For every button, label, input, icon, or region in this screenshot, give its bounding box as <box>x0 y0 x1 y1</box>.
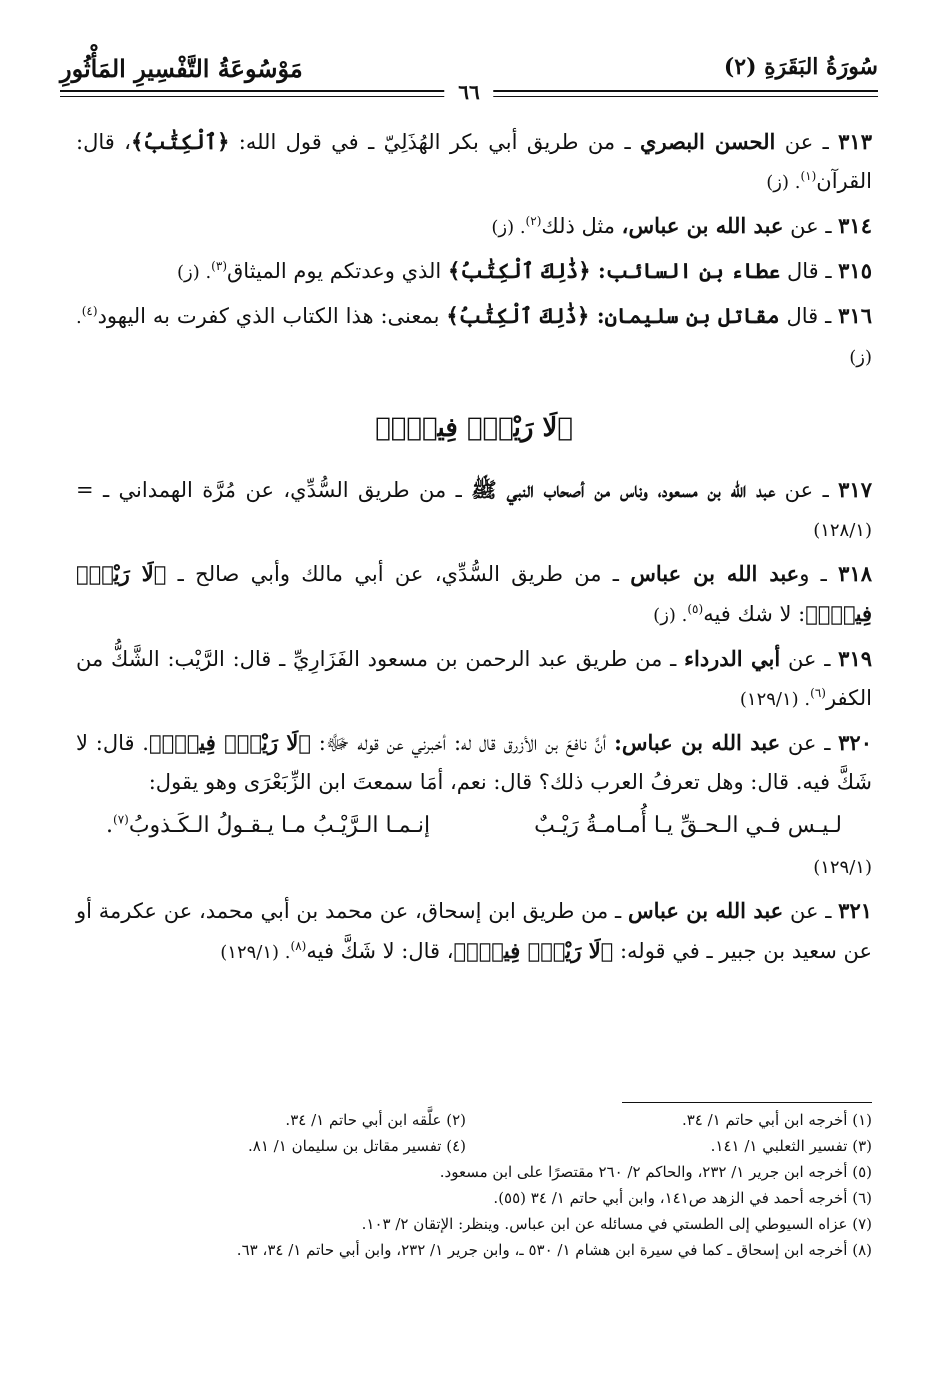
entry-text: ـ من طريق عبد الرحمن بن مسعود الفَزَارِيِّ ـ قال: الرَّيْب: الشَّكُّ من الكفر <box>76 647 872 710</box>
entry-319 <box>76 639 872 719</box>
entry-reference: . (ز) <box>176 262 212 283</box>
entry-text: الذي وعدتكم يوم الميثاق <box>227 259 448 283</box>
footnote-2: (٢) علَّقه ابن أبي حاتم ١/ ٣٤. <box>285 1111 466 1129</box>
footnote-row <box>60 1107 872 1133</box>
narrator-name: عبد الله بن عباس <box>630 561 800 586</box>
entry-text: ـ من طريق ابن إسحاق، عن محمد بن أبي محمد، عن عكرمة أو عن سعيد بن جبير ـ في قوله: <box>76 899 872 963</box>
footnote-5: (٥) أخرجه ابن جرير ١/ ٢٣٢، والحاكم ٢/ ٢٦٠ مقتصرًا على ابن مسعود. <box>439 1163 872 1181</box>
footnote-row <box>60 1133 872 1159</box>
entry-320 <box>76 723 872 802</box>
footnote-marker[interactable]: (٤) <box>81 304 98 318</box>
quran-quote: ﴿لَا رَيْبَۛ فِيهِۛ﴾ <box>76 561 872 626</box>
main-text <box>76 122 872 976</box>
book-title: مَوْسُوعَةُ التَّفْسِيرِ المَأْثُورِ <box>60 54 303 83</box>
entry-text: ـ من طريق السُّدِّي، عن مُرَّة الهمداني ـ = <box>76 478 472 502</box>
surah-title: سُورَةُ البَقَرَةِ (٢) <box>723 54 878 80</box>
entry-number: ٣١٩ <box>838 646 873 671</box>
entry-reference: (١٢٨/١) <box>813 520 872 541</box>
footnote-marker[interactable]: (٦) <box>810 686 826 700</box>
entry-reference: . (ز) <box>76 307 872 368</box>
narrator-name: عبد الله بن مسعود، وناس من أصحاب النبي ﷺ <box>471 477 776 502</box>
entry-reference: . (ز) <box>491 217 526 238</box>
entry-reference: . (ز) <box>653 605 688 626</box>
entry-text: . قال: لا شَكَّ فيه. قال: وهل تعرفُ العرب ذلك؟ قال: نعم، أمَا سمعتَ ابن الزِّبَعْرَى وهو يقول: <box>76 731 872 794</box>
footnote-marker[interactable]: (٢) <box>525 214 542 228</box>
footnote-3: (٣) تفسير الثعلبي ١/ ١٤١. <box>710 1137 872 1155</box>
narrator-name: عبد الله بن عباس: <box>614 730 781 755</box>
page-number: ٦٦ <box>444 80 493 104</box>
entry-number: ٣١٣ <box>838 129 872 154</box>
entry-text: أنَّ نافعَ بن الأزرق قال له: أخبرني عن قوله ﷻ: <box>310 731 615 755</box>
entry-number: ٣١٨ <box>838 561 873 586</box>
entry-number: ٣١٦ <box>838 303 873 328</box>
footnote-7: (٧) عزاه السيوطي إلى الطستي في مسائله عن ابن عباس. وينظر: الإتقان ٢/ ١٠٣. <box>361 1215 872 1233</box>
footnote-marker[interactable]: (٥) <box>687 602 704 616</box>
poem-hemistich-second: إنـمـا الـرَّيْـبُ مـا يـقـولُ الـكَـذوبُ$^{(٧)}$. <box>106 812 431 838</box>
entry-text: ، قال: لا شَكَّ فيه <box>306 939 454 963</box>
poem-hemistich-first: لـيـس فـي الـحـقِّ يـا أُمـامـةُ رَيْـبٌ <box>534 813 842 838</box>
entry-text: بمعنى: هذا الكتاب الذي كفرت به اليهود <box>97 304 447 328</box>
entry-316 <box>76 296 872 377</box>
entry-text: ـ عن <box>780 647 839 671</box>
entry-text: ، قال: القرآن <box>76 130 872 193</box>
entry-text: ـ عن <box>780 731 839 755</box>
entry-text: ـ عن <box>783 899 839 923</box>
footnote-marker[interactable]: (٣) <box>211 259 227 273</box>
entry-number: ٣٢٠ <box>838 730 872 755</box>
footnote-6: (٦) أخرجه أحمد في الزهد ص١٤١، وابن أبي حاتم ١/ ٣٤ (٥٥). <box>493 1189 872 1207</box>
entry-text: ـ عن <box>783 214 839 238</box>
quran-quote: ﴿ذَٰلِكَ ٱلْكِتَٰبُ﴾ <box>447 258 598 283</box>
poem-verse <box>76 806 872 845</box>
entry-reference: . (١٢٩/١) <box>220 942 291 963</box>
footnote-4: (٤) تفسير مقاتل بن سليمان ١/ ٨١. <box>248 1137 466 1155</box>
entry-text: ـ قال <box>779 304 839 328</box>
entry-317 <box>76 470 872 550</box>
quran-quote: ﴿لَا رَيْبَۛ فِيهِۛ﴾ <box>453 938 614 963</box>
footnote-1: (١) أخرجه ابن أبي حاتم ١/ ٣٤. <box>681 1111 872 1129</box>
entry-text: مثل ذلك <box>541 214 622 238</box>
entry-text: ـ عن <box>775 130 839 154</box>
narrator-name: الحسن البصري <box>640 129 776 154</box>
quran-quote: ﴿ذَٰلِكَ ٱلْكِتَٰبُ﴾ <box>446 303 597 328</box>
entry-number: ٣٢١ <box>838 898 873 923</box>
entry-318 <box>76 554 872 635</box>
entry-320-reference <box>76 847 872 887</box>
entry-number: ٣١٧ <box>838 477 872 502</box>
quran-quote: ﴿لَا رَيْبَۛ فِيهِۛ﴾ <box>148 730 311 755</box>
page-header <box>60 54 878 104</box>
verse-heading: ﴿لَا رَيْبَۛ فِيهِۛ﴾ <box>375 413 573 443</box>
narrator-name: عطاء بن السائب: <box>597 258 781 283</box>
entry-text: : لا شك فيه <box>703 602 806 626</box>
entry-text: ـ قال <box>780 259 839 283</box>
footnote-marker[interactable]: (١) <box>800 169 817 183</box>
quran-quote: ﴿ٱلْكِتَٰبُ﴾ <box>130 129 230 154</box>
footnote-marker[interactable]: (٨) <box>290 939 307 953</box>
entry-reference: . (ز) <box>766 172 801 193</box>
footnote-marker[interactable]: (٧) <box>113 812 129 827</box>
entry-number: ٣١٤ <box>838 213 872 238</box>
entry-314 <box>76 206 872 247</box>
entry-315 <box>76 251 872 292</box>
entry-reference: (١٢٩/١) <box>813 857 872 878</box>
entry-text: ـ من طريق أبي بكر الهُذَلِيّ ـ في قول الله: <box>229 130 641 154</box>
narrator-name: عبد الله بن عباس، <box>621 213 784 238</box>
narrator-name: عبد الله بن عباس <box>627 898 784 923</box>
footnote-8: (٨) أخرجه ابن إسحاق ـ كما في سيرة ابن هشام ١/ ٥٣٠ ـ، وابن جرير ١/ ٢٣٢، وابن أبي حاتم ١/ ٣٤، ٦٣. <box>236 1241 872 1259</box>
entry-text: ـ و <box>799 562 839 586</box>
entry-text: ـ عن <box>775 478 839 502</box>
entry-reference: . (١٢٩/١) <box>739 689 811 710</box>
narrator-name: أبي الدرداء <box>684 646 781 671</box>
footnotes <box>60 1102 872 1263</box>
entry-text: ـ من طريق السُّدِّي، عن أبي مالك وأبي صالح ـ <box>166 562 631 586</box>
narrator-name: مقاتل بن سليمان: <box>596 303 780 328</box>
entry-321 <box>76 891 872 972</box>
entry-313 <box>76 122 872 202</box>
entry-number: ٣١٥ <box>838 258 872 283</box>
footnote-rule <box>622 1102 872 1103</box>
